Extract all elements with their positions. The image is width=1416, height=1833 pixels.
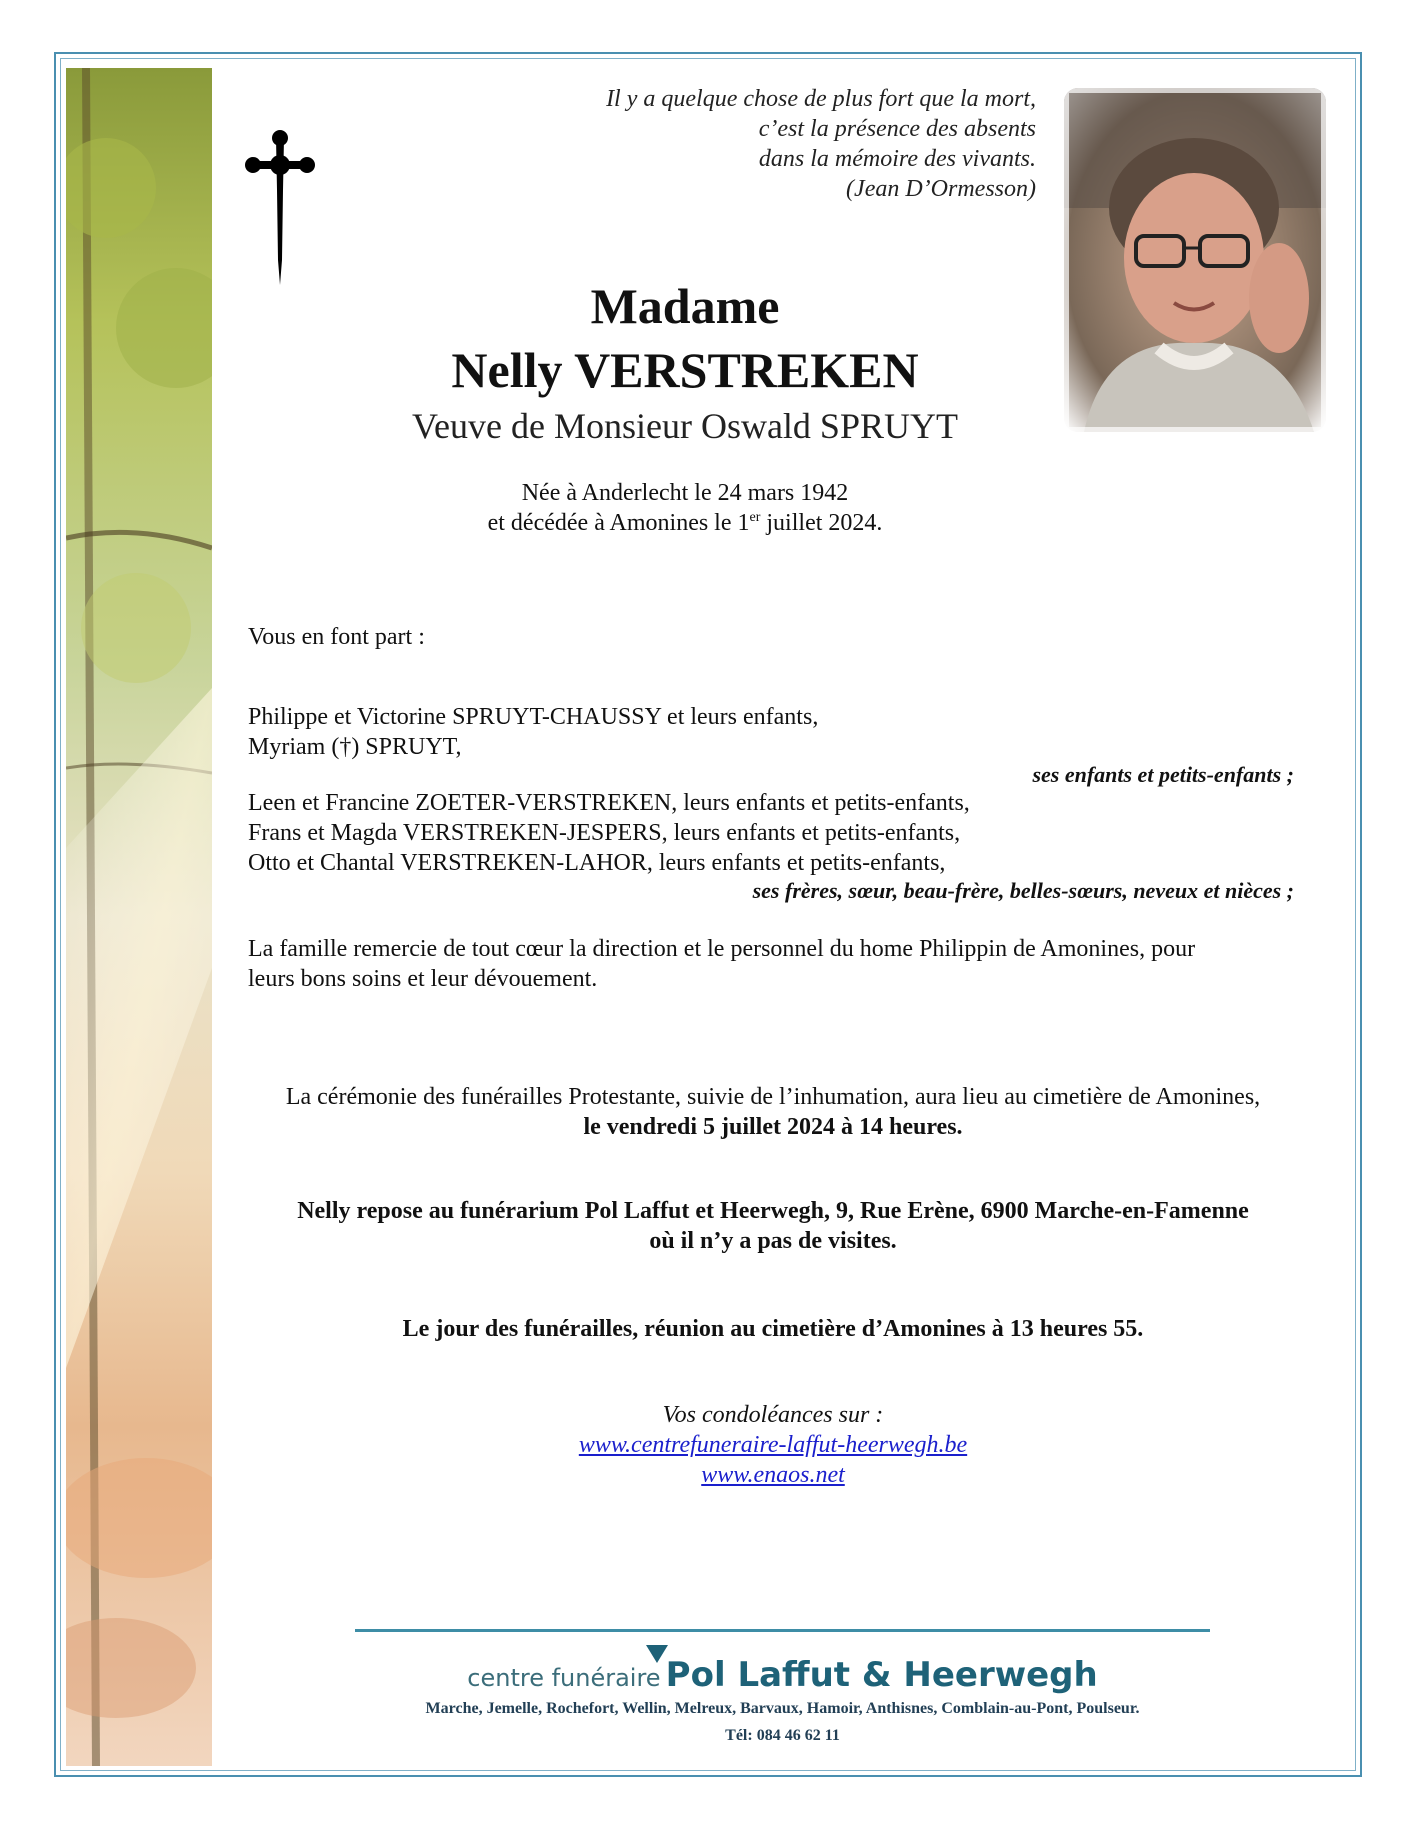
death-line — [340, 508, 1030, 538]
children-label: ses enfants et petits-enfants ; — [1032, 762, 1294, 787]
family-line: Leen et Francine ZOETER-VERSTREKEN, leurs enfants et petits-enfants, — [248, 790, 970, 816]
footer-divider — [355, 1629, 1210, 1632]
funeral-home-line: Nelly repose au funérarium Pol Laffut et Heerwegh, 9, Rue Erène, 6900 Marche-en-Famenne — [297, 1198, 1249, 1224]
family-line: Frans et Magda VERSTREKEN-JESPERS, leurs enfants et petits-enfants, — [248, 820, 961, 846]
announcement-label: Vous en font part : — [248, 624, 425, 650]
widow-line: Veuve de Monsieur Oswald SPRUYT — [412, 406, 958, 446]
logo-small-text: centre funéraire — [467, 1664, 661, 1692]
siblings-label: ses frères, sœur, beau-frère, belles-sœurs, neveux et nièces ; — [752, 878, 1294, 903]
condolences-block — [248, 1400, 1298, 1490]
cross-icon — [245, 130, 315, 285]
funeral-center-logo — [355, 1655, 1210, 1695]
epitaph-quote — [606, 84, 1036, 204]
thanks-line: leurs bons soins et leur dévouement. — [248, 966, 598, 992]
ceremony-line: La cérémonie des funérailles Protestante, suivie de l’inhumation, aura lieu au cimetière de Amonines, — [285, 1084, 1261, 1110]
portrait-photo — [1064, 88, 1326, 432]
birth-line: Née à Anderlecht le 24 mars 1942 — [521, 480, 849, 506]
footer-towns: Marche, Jemelle, Rochefort, Wellin, Melreux, Barvaux, Hamoir, Anthisnes, Comblain-au-Pont, Poulseur. — [425, 1700, 1140, 1717]
ceremony-date: le vendredi 5 juillet 2024 à 14 heures. — [583, 1114, 963, 1140]
thanks-line: La famille remercie de tout cœur la direction et le personnel du home Philippin de Amonines, pour — [248, 936, 1196, 962]
deceased-name: Nelly VERSTREKEN — [451, 342, 919, 398]
birth-death-dates — [340, 478, 1030, 538]
meeting-info: Le jour des funérailles, réunion au cimetière d’Amonines à 13 heures 55. — [402, 1316, 1144, 1342]
condolences-link-laffut[interactable]: www.centrefuneraire-laffut-heerwegh.be — [578, 1432, 968, 1458]
logo-big-text: Pol Laffut & Heerwegh — [665, 1655, 1098, 1695]
forest-path-image — [66, 68, 212, 1766]
thanks-paragraph — [248, 934, 1195, 994]
footer-phone: Tél: 084 46 62 11 — [725, 1727, 840, 1744]
family-siblings-list — [248, 788, 970, 878]
quote-line: dans la mémoire des vivants. — [758, 146, 1036, 172]
death-prefix: et décédée à Amonines le 1 — [487, 510, 750, 536]
funeral-home-block — [248, 1196, 1298, 1256]
death-sup: er — [749, 510, 761, 525]
quote-line: c’est la présence des absents — [758, 116, 1036, 142]
quote-line: Il y a quelque chose de plus fort que la mort, — [606, 86, 1036, 112]
ceremony-block — [248, 1082, 1298, 1142]
family-line: Philippe et Victorine SPRUYT-CHAUSSY et leurs enfants, — [248, 704, 819, 730]
funeral-home-visits: où il n’y a pas de visites. — [649, 1228, 897, 1254]
condolences-label: Vos condoléances sur : — [662, 1402, 884, 1428]
family-line: Myriam (†) SPRUYT, — [248, 734, 462, 760]
quote-author: (Jean D’Ormesson) — [846, 176, 1036, 202]
death-suffix: juillet 2024. — [760, 510, 883, 536]
honorific-title: Madame — [590, 278, 780, 334]
family-children-list — [248, 702, 818, 762]
condolences-link-enaos[interactable]: www.enaos.net — [701, 1462, 845, 1488]
family-line: Otto et Chantal VERSTREKEN-LAHOR, leurs enfants et petits-enfants, — [248, 850, 946, 876]
